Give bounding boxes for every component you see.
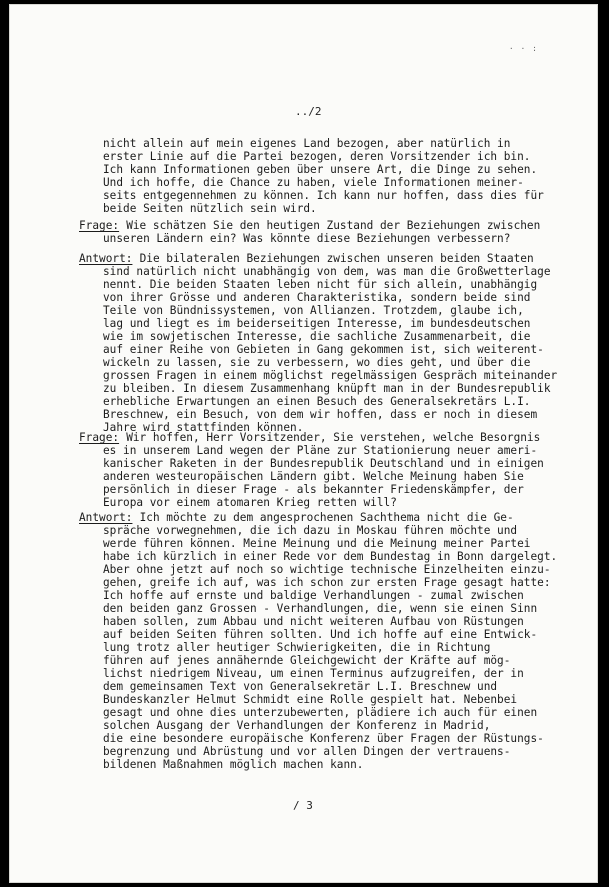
question-label: Frage: — [79, 431, 120, 444]
text-line: kanischer Raketen in der Bundesrepublik Deutschland und in einigen — [103, 457, 544, 470]
text-line: haben sollen, zum Abbau und nicht weiteren Aufbau von Rüstungen — [103, 615, 524, 628]
text-line: begrenzung und Abrüstung und vor allen Dingen der vertrauens- — [103, 745, 511, 758]
corner-mark: · · : — [508, 44, 538, 53]
text-line: die eine besondere europäische Konferenz über Fragen der Rüstungs- — [103, 732, 544, 745]
text-line: werde führen können. Meine Meinung und die Meinung meiner Partei — [103, 537, 531, 550]
text-line: solchen Ausgang der Verhandlungen der Konferenz in Madrid, — [103, 719, 491, 732]
text-line: wickeln zu lassen, sie zu verbessern, wo dies geht, und über die — [103, 356, 531, 369]
text-line: Bundeskanzler Helmut Schmidt eine Rolle gespielt hat. Nebenbei — [103, 693, 518, 706]
text-line: Ich kann Informationen geben über unsere Art, die Dinge zu sehen. — [103, 163, 538, 176]
text-line: den beiden ganz Grossen - Verhandlungen, die, wenn sie einen Sinn — [103, 602, 538, 615]
text-line: Breschnew, ein Besuch, von dem wir hoffen, dass er noch in diesem — [103, 408, 538, 421]
text-line: nennt. Die beiden Staaten leben nicht für sich allein, unabhängig — [103, 278, 538, 291]
text-line: es in unserem Land wegen der Pläne zur Stationierung neuer ameri- — [103, 444, 538, 457]
text-line: Ich möchte zu dem angesprochenen Sachthema nicht die Ge- — [139, 511, 514, 524]
text-line: Wie schätzen Sie den heutigen Zustand der Beziehungen zwischen — [126, 219, 541, 232]
text-line: unseren Ländern ein? Was könnte diese Beziehungen verbessern? — [103, 232, 511, 245]
text-line: wie im sowjetischen Interesse, die sachliche Zusammenarbeit, die — [103, 330, 531, 343]
text-line: bildenen Maßnahmen möglich machen kann. — [103, 758, 364, 771]
text-line: erhebliche Erwartungen an einen Besuch des Generalsekretärs L.I. — [103, 395, 531, 408]
text-line: lichst niedrigem Niveau, um einen Terminus aufzugreifen, der in — [103, 667, 524, 680]
text-line: habe ich kürzlich in einer Rede vor dem Bundestag in Bonn dargelegt. — [103, 550, 558, 563]
text-line: Die bilateralen Beziehungen zwischen unseren beiden Staaten — [139, 252, 534, 265]
text-line: lag und liegt es im beiderseitigen Interesse, im bundesdeutschen — [103, 317, 531, 330]
text-line: seits entgegennehmen zu können. Ich kann nur hoffen, dass dies für — [103, 189, 544, 202]
document-page — [9, 4, 598, 883]
page-reference: ../2 — [295, 105, 322, 118]
text-line: persönlich in dieser Frage - als bekannter Friedenskämpfer, der — [103, 483, 524, 496]
text-line: nicht allein auf mein eigenes Land bezogen, aber natürlich in — [103, 137, 511, 150]
text-line: auf einer Reihe von Gebieten in Gang gekommen ist, sich weiterent- — [103, 343, 544, 356]
text-line: erster Linie auf die Partei bezogen, deren Vorsitzender ich bin. — [103, 150, 531, 163]
text-line: von ihrer Grösse und anderen Charakteristika, sondern beide sind — [103, 291, 531, 304]
text-line: Jahre wird stattfinden können. — [103, 421, 304, 434]
text-line: Ich hoffe auf ernste und baldige Verhandlungen - zumal zwischen — [103, 589, 524, 602]
text-line: auf beiden Seiten führen sollten. Und ich hoffe auf eine Entwick- — [103, 628, 538, 641]
text-line: zu bleiben. In diesem Zusammenhang knüpft man in der Bundesrepublik — [103, 382, 551, 395]
text-line: Teile von Bündnissystemen, von Allianzen. Trotzdem, glaube ich, — [103, 304, 524, 317]
text-line: Europa vor einem atomaren Krieg retten will? — [103, 496, 397, 509]
text-line: führen auf jenes annähernde Gleichgewicht der Kräfte auf mög- — [103, 654, 511, 667]
text-line: beide Seiten nützlich sein wird. — [103, 202, 317, 215]
text-line: anderen westeuropäischen Ländern gibt. Welche Meinung haben Sie — [103, 470, 524, 483]
answer-label: Antwort: — [79, 252, 133, 265]
text-line: gehen, greife ich auf, was ich schon zur ersten Frage gesagt hatte: — [103, 576, 551, 589]
text-line: Aber ohne jetzt auf noch so wichtige technische Einzelheiten einzu- — [103, 563, 551, 576]
answer-label: Antwort: — [79, 511, 133, 524]
next-page-marker: / 3 — [293, 799, 313, 812]
text-line: gesagt und ohne dies unterzubewerten, plädiere ich auch für einen — [103, 706, 538, 719]
text-line: grossen Fragen in einem möglichst regelmässigen Gespräch miteinander — [103, 369, 558, 382]
text-line: spräche vorwegnehmen, die ich dazu in Moskau führen möchte und — [103, 524, 518, 537]
text-line: dem gemeinsamen Text von Generalsekretär L.I. Breschnew und — [103, 680, 498, 693]
text-line: Und ich hoffe, die Chance zu haben, viele Informationen meiner- — [103, 176, 524, 189]
text-line: Wir hoffen, Herr Vorsitzender, Sie verstehen, welche Besorgnis — [126, 431, 541, 444]
text-line: sind natürlich nicht unabhängig von dem, was man die Großwetterlage — [103, 265, 551, 278]
text-line: lung trotz aller heutiger Schwierigkeiten, die in Richtung — [103, 641, 491, 654]
question-label: Frage: — [79, 219, 120, 232]
